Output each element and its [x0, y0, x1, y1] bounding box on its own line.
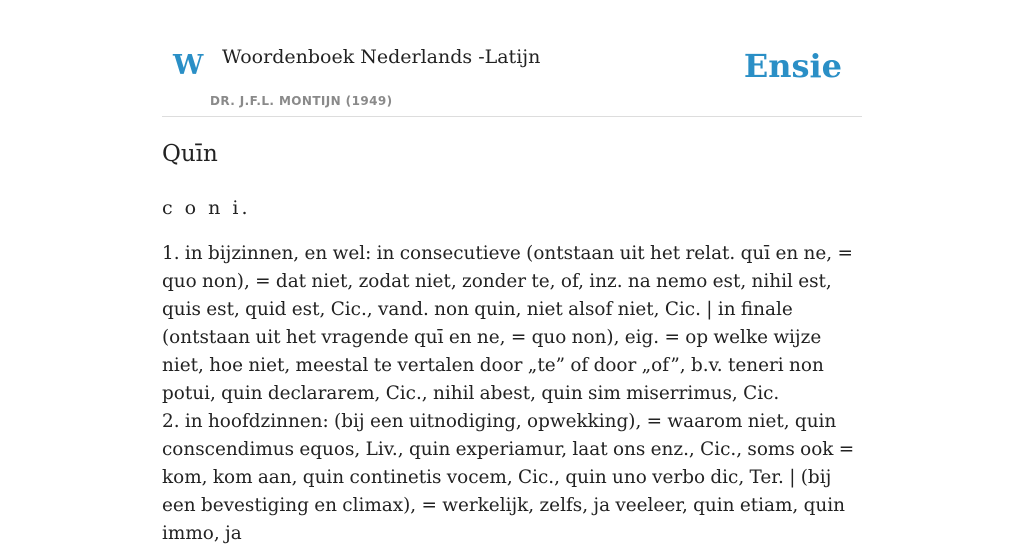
- part-of-speech: c o n i.: [162, 197, 251, 219]
- site-header: [162, 0, 862, 117]
- dictionary-author: DR. J.F.L. MONTIJN (1949): [210, 94, 393, 108]
- headword: Quīn: [162, 141, 218, 167]
- ensie-logo-link[interactable]: Ensie: [743, 47, 842, 85]
- dictionary-entry: [162, 138, 862, 548]
- definition-sense-1: 1. in bijzinnen, en wel: in consecutieve (ontstaan uit het relat. quī en ne, = quo non), = dat niet, zodat niet, zonder te, of, inz. na nemo est, nihil est, quis est, quid est, Cic., vand. non quin, niet alsof niet, Cic. | in finale (ontstaan uit het vragende quī en ne, = quo non), eig. = op welke wijze niet, hoe niet, meestal te vertalen door „te” of door „of”, b.v. teneri non potui, quin declararem, Cic., nihil abest, quin sim miserrimus, Cic.: [162, 243, 853, 404]
- dictionary-logo[interactable]: W: [173, 50, 204, 81]
- definition-sense-2: 2. in hoofdzinnen: (bij een uitnodiging, opwekking), = waarom niet, quin conscendimus equos, Liv., quin experiamur, laat ons enz., Cic., soms ook = kom, kom aan, quin continetis vocem, Cic., quin uno verbo dic, Ter. | (bij een bevestiging en climax), = werkelijk, zelfs, ja veeleer, quin etiam, quin immo, ja: [162, 411, 855, 544]
- dictionary-title-link[interactable]: Woordenboek Nederlands -Latijn: [222, 46, 541, 68]
